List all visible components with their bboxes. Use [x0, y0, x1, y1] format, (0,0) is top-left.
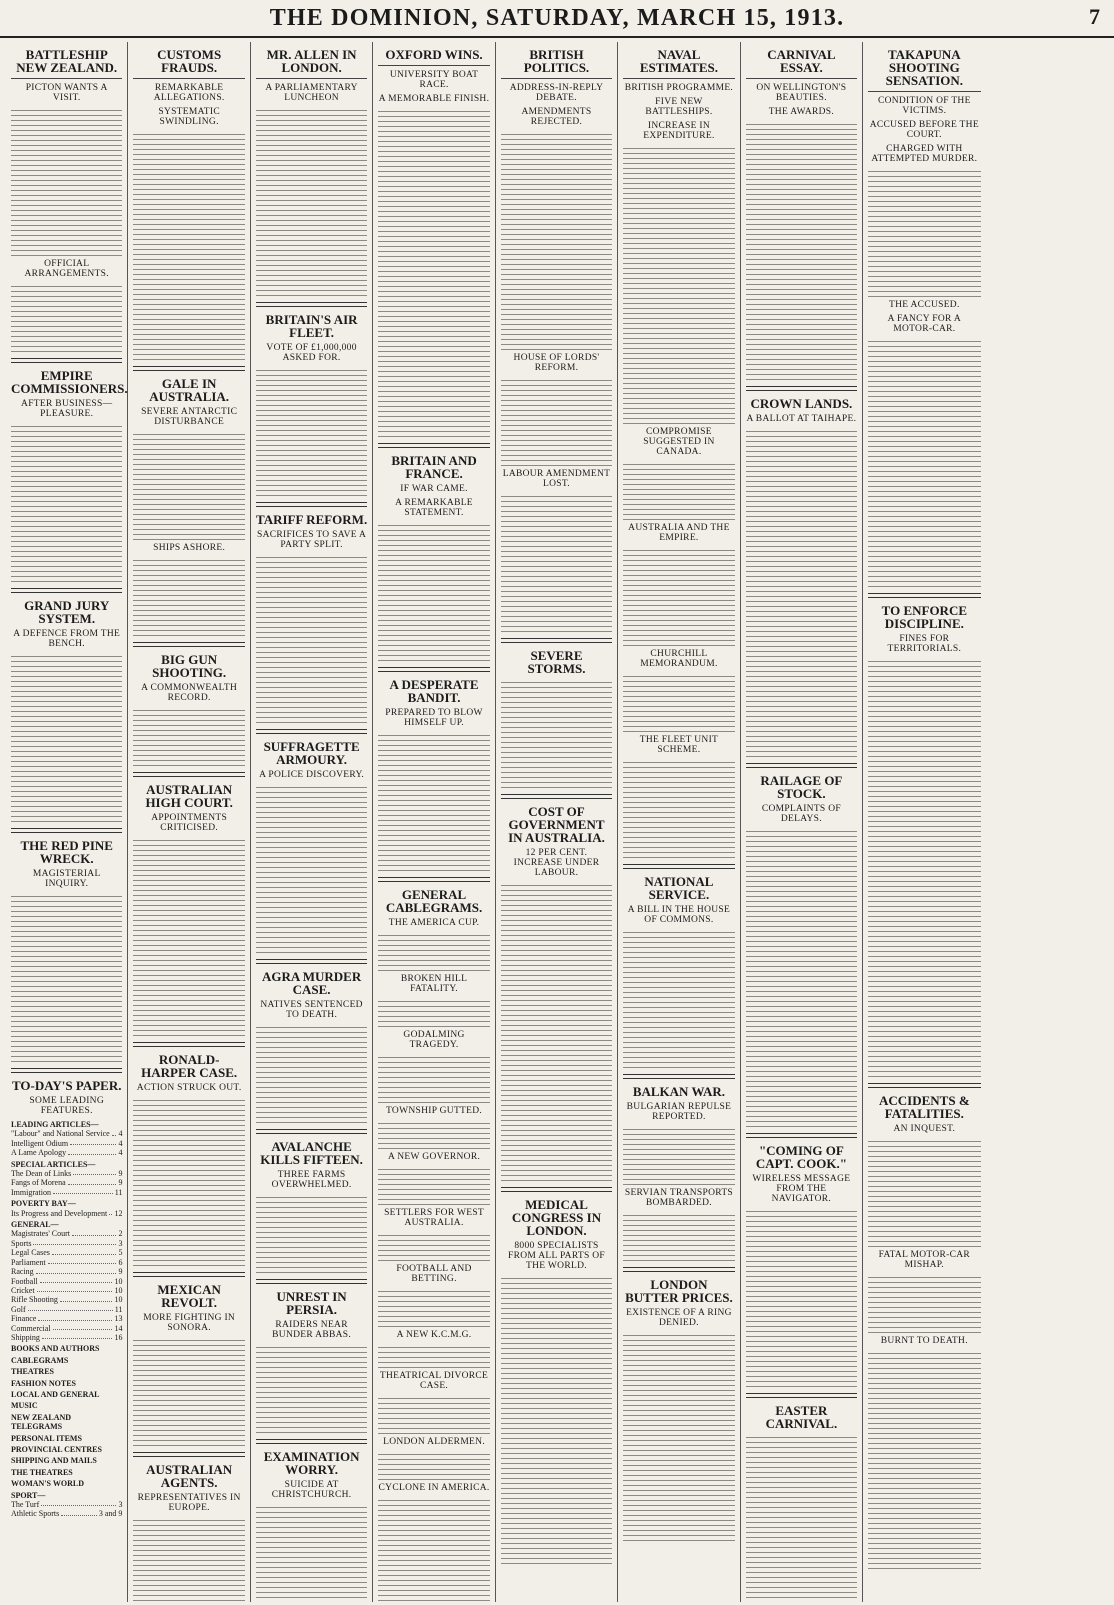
- headline: MEDICAL CONGRESS IN LONDON.: [511, 1197, 602, 1238]
- subheading: WIRELESS MESSAGE FROM THE NAVIGATOR.: [752, 1174, 851, 1204]
- contents-entry: [11, 1209, 122, 1218]
- subheading: A REMARKABLE STATEMENT.: [395, 498, 473, 518]
- article-body-text: [623, 929, 734, 1069]
- subheading: REMARKABLE ALLEGATIONS.: [153, 83, 225, 103]
- newspaper-title: THE DOMINION, SATURDAY, MARCH 15, 1913.: [269, 4, 845, 31]
- headline: EASTER CARNIVAL.: [765, 1403, 838, 1431]
- contents-entry-label: Racing: [11, 1267, 34, 1277]
- subheading: 8000 SPECIALISTS FROM ALL PARTS OF THE WORLD.: [507, 1241, 605, 1271]
- contents-section: FASHION NOTES: [11, 1378, 76, 1388]
- headline: TAKAPUNA SHOOTING SENSATION.: [885, 47, 964, 88]
- leader-dots: [53, 1188, 113, 1194]
- contents-entry-label: Football: [11, 1276, 38, 1286]
- article-body-text: [378, 1395, 489, 1435]
- subheading: VOTE OF £1,000,000 ASKED FOR.: [266, 343, 357, 363]
- contents-section: GENERAL—: [11, 1220, 59, 1230]
- column-5: [496, 42, 618, 1602]
- article-body-text: [501, 679, 612, 789]
- contents-entry-page: 11: [114, 1187, 123, 1197]
- subheading: A MEMORABLE FINISH.: [378, 94, 490, 104]
- article-body-text: [378, 1232, 489, 1262]
- subheading: ON WELLINGTON'S BEAUTIES.: [756, 83, 847, 103]
- leader-dots: [60, 1295, 113, 1301]
- leader-dots: [109, 1209, 112, 1215]
- headline: A DESPERATE BANDIT.: [389, 677, 479, 705]
- leader-dots: [68, 1178, 117, 1184]
- column-4: [373, 42, 495, 1602]
- article-body-text: [623, 461, 734, 521]
- contents-entry: [11, 1229, 122, 1238]
- contents-section: SHIPPING AND MAILS: [11, 1456, 97, 1466]
- headline: UNREST IN PERSIA.: [276, 1289, 347, 1317]
- leader-dots: [73, 1169, 116, 1175]
- contents-entry-page: 10: [114, 1276, 123, 1286]
- headline: NATIONAL SERVICE.: [644, 874, 714, 902]
- leader-dots: [40, 1277, 113, 1283]
- contents-entry-page: 9: [118, 1178, 123, 1188]
- contents-section: POVERTY BAY—: [11, 1199, 76, 1209]
- subheading: AUSTRALIA AND THE EMPIRE.: [628, 523, 730, 543]
- contents-entry-page: 5: [118, 1248, 123, 1258]
- contents-entry-page: 3: [118, 1500, 123, 1510]
- subheading: THE ACCUSED.: [889, 300, 960, 310]
- article-body-text: [746, 1208, 857, 1388]
- contents-section: MUSIC: [11, 1401, 38, 1411]
- subheading: BULGARIAN REPULSE REPORTED.: [626, 1102, 732, 1122]
- contents-entry-label: Its Progress and Development: [11, 1208, 108, 1218]
- contents-entry: [11, 1148, 122, 1157]
- headline: NAVAL ESTIMATES.: [639, 47, 719, 75]
- page-number: 7: [1089, 4, 1100, 29]
- contents-entry: [11, 1314, 122, 1323]
- contents-section: CABLEGRAMS: [11, 1355, 69, 1365]
- article-body-text: [133, 1517, 244, 1602]
- article-body-text: [256, 554, 367, 724]
- contents-section: LOCAL AND GENERAL: [11, 1389, 100, 1399]
- leader-dots: [53, 1324, 113, 1330]
- headline: "COMING OF CAPT. COOK.": [755, 1143, 847, 1171]
- article-body-text: [11, 653, 122, 823]
- subheading: THEATRICAL DIVORCE CASE.: [379, 1371, 489, 1391]
- subheading: EXISTENCE OF A RING DENIED.: [626, 1308, 732, 1328]
- column-3: [251, 42, 373, 1602]
- subheading: INCREASE IN EXPENDITURE.: [643, 121, 715, 141]
- contents-entry-page: 9: [118, 1169, 123, 1179]
- contents-section: PROVINCIAL CENTRES: [11, 1445, 102, 1454]
- subheading: BROKEN HILL FATALITY.: [400, 974, 468, 994]
- subheading: UNIVERSITY BOAT RACE.: [389, 70, 479, 90]
- contents-entry: [11, 1129, 122, 1138]
- contents-entry-page: 4: [118, 1148, 123, 1158]
- article-body-text: [623, 547, 734, 647]
- article-body-text: [501, 882, 612, 1182]
- article-body-text: [501, 493, 612, 633]
- article-body-text: [133, 131, 244, 361]
- subheading: IF WAR CAME.: [400, 484, 468, 494]
- leader-dots: [38, 1314, 112, 1320]
- contents-entry-page: 3 and 9: [98, 1509, 123, 1519]
- subheading: 12 PER CENT. INCREASE UNDER LABOUR.: [513, 848, 600, 878]
- headline: RONALD-HARPER CASE.: [141, 1052, 238, 1080]
- leader-dots: [70, 1139, 116, 1145]
- contents-entry-label: The Turf: [11, 1500, 40, 1510]
- contents-entry: [11, 1500, 122, 1509]
- contents-entry-label: Shipping: [11, 1332, 40, 1342]
- article-body-text: [378, 1054, 489, 1104]
- contents-entry-label: Commercial: [11, 1323, 51, 1333]
- article-body-text: [746, 121, 857, 381]
- subheading: SACRIFICES TO SAVE A PARTY SPLIT.: [256, 530, 367, 550]
- headline: CUSTOMS FRAUDS.: [157, 47, 222, 75]
- headline: GENERAL CABLEGRAMS.: [385, 887, 483, 915]
- leader-dots: [48, 1258, 117, 1264]
- subheading: CHURCHILL MEMORANDUM.: [640, 649, 718, 669]
- subheading: AMENDMENTS REJECTED.: [521, 107, 592, 127]
- article-body-text: [133, 1337, 244, 1447]
- contents-entry-page: 3: [118, 1238, 123, 1248]
- subheading: ACTION STRUCK OUT.: [136, 1083, 242, 1093]
- leader-dots: [36, 1267, 117, 1273]
- contents-entry-label: Immigration: [11, 1187, 51, 1197]
- headline: AGRA MURDER CASE.: [261, 969, 362, 997]
- subheading: PICTON WANTS A VISIT.: [25, 83, 108, 103]
- headline: BRITISH POLITICS.: [523, 47, 590, 75]
- subheading: COMPROMISE SUGGESTED IN CANADA.: [643, 427, 715, 457]
- headline: THE RED PINE WRECK.: [20, 838, 113, 866]
- subheading: A BALLOT AT TAIHAPE.: [746, 414, 857, 424]
- leader-dots: [28, 1305, 113, 1311]
- contents-section: WOMAN'S WORLD: [11, 1479, 84, 1489]
- news-columns: [0, 38, 1114, 1602]
- contents-entry-label: Parliament: [11, 1257, 46, 1267]
- headline: TARIFF REFORM.: [255, 512, 368, 527]
- subheading: COMPLAINTS OF DELAYS.: [761, 804, 841, 824]
- contents-section: SPORT—: [11, 1490, 46, 1500]
- contents-entry-page: 2: [118, 1229, 123, 1239]
- contents-entry-label: The Dean of Links: [11, 1169, 72, 1179]
- article-body-text: [256, 1344, 367, 1434]
- article-body-text: [256, 107, 367, 297]
- headline: BALKAN WAR.: [632, 1084, 726, 1099]
- article-body-text: [501, 377, 612, 467]
- subheading: A FANCY FOR A MOTOR-CAR.: [887, 314, 961, 334]
- article-body-text: [623, 673, 734, 733]
- contents-entry-page: 13: [114, 1314, 123, 1324]
- contents-entry-label: Intelligent Odium: [11, 1138, 69, 1148]
- subheading: AFTER BUSINESS—PLEASURE.: [21, 399, 113, 419]
- subheading: A BILL IN THE HOUSE OF COMMONS.: [627, 905, 731, 925]
- contents-entry: [11, 1239, 122, 1248]
- subheading: A PARLIAMENTARY LUNCHEON: [265, 83, 358, 103]
- subheading: SOME LEADING FEATURES.: [29, 1096, 105, 1116]
- contents-section: SPECIAL ARTICLES—: [11, 1159, 96, 1169]
- headline: MR. ALLEN IN LONDON.: [266, 47, 357, 75]
- subheading: BRITISH PROGRAMME.: [624, 83, 734, 93]
- subheading: OFFICIAL ARRANGEMENTS.: [24, 259, 109, 279]
- contents-entry-page: 4: [118, 1138, 123, 1148]
- headline: BRITAIN'S AIR FLEET.: [265, 312, 358, 340]
- contents-entry: [11, 1188, 122, 1197]
- article-body-text: [623, 1332, 734, 1542]
- article-body-text: [868, 658, 980, 1078]
- subheading: A NEW GOVERNOR.: [387, 1152, 481, 1162]
- subheading: REPRESENTATIVES IN EUROPE.: [137, 1493, 241, 1513]
- contents-entry-label: Rifle Shooting: [11, 1295, 58, 1305]
- leader-dots: [112, 1129, 117, 1135]
- leader-dots: [72, 1229, 116, 1235]
- contents-entry: [11, 1248, 122, 1257]
- article-body-text: [11, 893, 122, 1063]
- headline: AVALANCHE KILLS FIFTEEN.: [260, 1139, 363, 1167]
- article-body-text: [378, 1288, 489, 1328]
- subheading: THE AWARDS.: [768, 107, 835, 117]
- leader-dots: [52, 1248, 117, 1254]
- contents-entry-page: 10: [114, 1295, 123, 1305]
- headline: LONDON BUTTER PRICES.: [625, 1277, 733, 1305]
- headline: TO ENFORCE DISCIPLINE.: [881, 603, 967, 631]
- article-body-text: [623, 1126, 734, 1186]
- article-body-text: [868, 1350, 980, 1570]
- article-body-text: [746, 428, 857, 758]
- article-body-text: [133, 837, 244, 1037]
- contents-entry: [11, 1139, 122, 1148]
- subheading: ADDRESS-IN-REPLY DEBATE.: [509, 83, 604, 103]
- masthead: [0, 0, 1114, 38]
- subheading: ACCUSED BEFORE THE COURT.: [869, 120, 979, 140]
- subheading: A COMMONWEALTH RECORD.: [141, 683, 238, 703]
- subheading: THREE FARMS OVERWHELMED.: [271, 1170, 352, 1190]
- article-body-text: [623, 1212, 734, 1262]
- contents-entry-page: 12: [114, 1208, 123, 1218]
- leader-dots: [33, 1239, 116, 1245]
- article-body-text: [378, 932, 489, 972]
- article-body-text: [378, 1451, 489, 1481]
- headline: TO-DAY'S PAPER.: [11, 1078, 122, 1093]
- contents-section: NEW ZEALAND TELEGRAMS: [11, 1412, 72, 1432]
- contents-section: THE THEATRES: [11, 1467, 73, 1477]
- article-body-text: [378, 732, 489, 872]
- article-body-text: [256, 367, 367, 497]
- contents-entry: [11, 1333, 122, 1342]
- subheading: SHIPS ASHORE.: [153, 543, 226, 553]
- leader-dots: [37, 1286, 113, 1292]
- article-body-text: [868, 338, 980, 588]
- article-body-text: [501, 131, 612, 351]
- headline: OXFORD WINS.: [385, 47, 483, 62]
- column-8: [863, 42, 985, 1602]
- contents-entry-label: A Lame Apology: [11, 1148, 67, 1158]
- article-body-text: [623, 759, 734, 859]
- headline: AUSTRALIAN HIGH COURT.: [145, 782, 233, 810]
- contents-entry-label: Golf: [11, 1304, 26, 1314]
- contents-section: LEADING ARTICLES—: [11, 1120, 99, 1129]
- contents-entry: [11, 1305, 122, 1314]
- article-body-text: [256, 1504, 367, 1602]
- contents-entry-label: Fangs of Morena: [11, 1178, 66, 1188]
- subheading: SEVERE ANTARCTIC DISTURBANCE: [141, 407, 238, 427]
- column-2: [128, 42, 250, 1602]
- headline: SEVERE STORMS.: [527, 648, 586, 676]
- contents-entry-label: Legal Cases: [11, 1248, 50, 1258]
- article-body-text: [11, 283, 122, 353]
- subheading: RAIDERS NEAR BUNDER ABBAS.: [272, 1320, 352, 1340]
- contents-entry-page: 4: [118, 1129, 123, 1139]
- subheading: HOUSE OF LORDS' REFORM.: [513, 353, 600, 373]
- contents-entry: [11, 1267, 122, 1276]
- subheading: SUICIDE AT CHRISTCHURCH.: [271, 1480, 352, 1500]
- subheading: BURNT TO DEATH.: [880, 1336, 968, 1346]
- subheading: CHARGED WITH ATTEMPTED MURDER.: [871, 144, 978, 164]
- contents-entry-label: Athletic Sports: [11, 1509, 60, 1519]
- article-body-text: [133, 707, 244, 767]
- contents-entry: [11, 1324, 122, 1333]
- contents-entry-label: "Labour" and National Service: [11, 1129, 110, 1139]
- contents-entry: [11, 1258, 122, 1267]
- contents-section: BOOKS AND AUTHORS: [11, 1344, 100, 1354]
- headline: GRAND JURY SYSTEM.: [24, 598, 110, 626]
- headline: COST OF GOVERNMENT IN AUSTRALIA.: [508, 804, 605, 845]
- headline: BIG GUN SHOOTING.: [152, 652, 227, 680]
- contents-list: [11, 1120, 122, 1519]
- contents-entry-label: Sports: [11, 1238, 32, 1248]
- subheading: FIVE NEW BATTLESHIPS.: [645, 97, 713, 117]
- contents-entry-page: 9: [118, 1267, 123, 1277]
- subheading: APPOINTMENTS CRITICISED.: [151, 813, 228, 833]
- article-body-text: [378, 1497, 489, 1602]
- headline: MEXICAN REVOLT.: [157, 1282, 221, 1310]
- headline: RAILAGE OF STOCK.: [760, 773, 843, 801]
- leader-dots: [61, 1509, 97, 1515]
- article-body-text: [746, 828, 857, 1128]
- contents-entry: [11, 1295, 122, 1304]
- subheading: THE FLEET UNIT SCHEME.: [639, 735, 719, 755]
- article-body-text: [378, 1344, 489, 1369]
- subheading: MAGISTERIAL INQUIRY.: [32, 869, 101, 889]
- article-body-text: [378, 522, 489, 662]
- contents-entry-page: 6: [118, 1257, 123, 1267]
- headline: BRITAIN AND FRANCE.: [391, 453, 477, 481]
- article-body-text: [868, 1274, 980, 1334]
- subheading: MORE FIGHTING IN SONORA.: [143, 1313, 236, 1333]
- leader-dots: [41, 1500, 116, 1506]
- subheading: SYSTEMATIC SWINDLING.: [158, 107, 220, 127]
- subheading: SERVIAN TRANSPORTS BOMBARDED.: [624, 1188, 734, 1208]
- subheading: LABOUR AMENDMENT LOST.: [502, 469, 611, 489]
- headline: EXAMINATION WORRY.: [263, 1449, 360, 1477]
- contents-entry: [11, 1169, 122, 1178]
- headline: CARNIVAL ESSAY.: [767, 47, 836, 75]
- article-body-text: [868, 168, 980, 298]
- article-body-text: [11, 107, 122, 257]
- contents-section: PERSONAL ITEMS: [11, 1433, 82, 1443]
- subheading: PREPARED TO BLOW HIMSELF UP.: [385, 708, 483, 728]
- contents-section: THEATRES: [11, 1367, 54, 1377]
- article-body-text: [133, 431, 244, 541]
- article-body-text: [378, 1120, 489, 1150]
- subheading: LONDON ALDERMEN.: [383, 1437, 485, 1447]
- contents-entry-page: 14: [114, 1323, 123, 1333]
- contents-entry-label: Magistrates' Court: [11, 1229, 70, 1239]
- article-body-text: [378, 108, 489, 438]
- contents-entry: [11, 1509, 122, 1518]
- contents-entry: [11, 1178, 122, 1187]
- headline: ACCIDENTS & FATALITIES.: [879, 1093, 970, 1121]
- subheading: CYCLONE IN AMERICA.: [378, 1483, 490, 1493]
- article-body-text: [256, 1194, 367, 1274]
- leader-dots: [42, 1333, 113, 1339]
- subheading: A POLICE DISCOVERY.: [259, 770, 365, 780]
- article-body-text: [256, 1024, 367, 1124]
- article-body-text: [133, 1097, 244, 1267]
- headline: GALE IN AUSTRALIA.: [149, 376, 230, 404]
- contents-entry: [11, 1277, 122, 1286]
- article-body-text: [256, 784, 367, 954]
- subheading: CONDITION OF THE VICTIMS.: [877, 96, 971, 116]
- subheading: THE AMERICA CUP.: [388, 918, 480, 928]
- contents-entry: [11, 1286, 122, 1295]
- contents-entry-label: Cricket: [11, 1285, 35, 1295]
- subheading: FATAL MOTOR-CAR MISHAP.: [878, 1250, 971, 1270]
- headline: EMPIRE COMMISSIONERS.: [11, 368, 128, 396]
- article-body-text: [746, 1434, 857, 1602]
- contents-entry-page: 11: [114, 1304, 123, 1314]
- headline: CROWN LANDS.: [750, 396, 853, 411]
- subheading: FINES FOR TERRITORIALS.: [887, 634, 962, 654]
- contents-entry-page: 16: [114, 1332, 123, 1342]
- article-body-text: [11, 423, 122, 583]
- headline: SUFFRAGETTE ARMOURY.: [263, 739, 360, 767]
- headline: BATTLESHIP NEW ZEALAND.: [16, 47, 118, 75]
- article-body-text: [378, 1166, 489, 1206]
- article-body-text: [133, 557, 244, 637]
- column-7: [741, 42, 863, 1602]
- article-body-text: [868, 1138, 980, 1248]
- subheading: A NEW K.C.M.G.: [396, 1330, 472, 1340]
- column-6: [618, 42, 740, 1602]
- article-body-text: [501, 1275, 612, 1565]
- headline: AUSTRALIAN AGENTS.: [146, 1462, 233, 1490]
- subheading: FOOTBALL AND BETTING.: [396, 1264, 472, 1284]
- article-body-text: [378, 998, 489, 1028]
- contents-entry-label: Finance: [11, 1314, 37, 1324]
- contents-entry-page: 10: [114, 1285, 123, 1295]
- subheading: TOWNSHIP GUTTED.: [385, 1106, 483, 1116]
- subheading: SETTLERS FOR WEST AUSTRALIA.: [384, 1208, 485, 1228]
- column-1: [6, 42, 128, 1602]
- subheading: AN INQUEST.: [893, 1124, 956, 1134]
- subheading: A DEFENCE FROM THE BENCH.: [13, 629, 121, 649]
- leader-dots: [68, 1148, 116, 1154]
- subheading: NATIVES SENTENCED TO DEATH.: [260, 1000, 363, 1020]
- article-body-text: [623, 145, 734, 425]
- subheading: GODALMING TRAGEDY.: [403, 1030, 465, 1050]
